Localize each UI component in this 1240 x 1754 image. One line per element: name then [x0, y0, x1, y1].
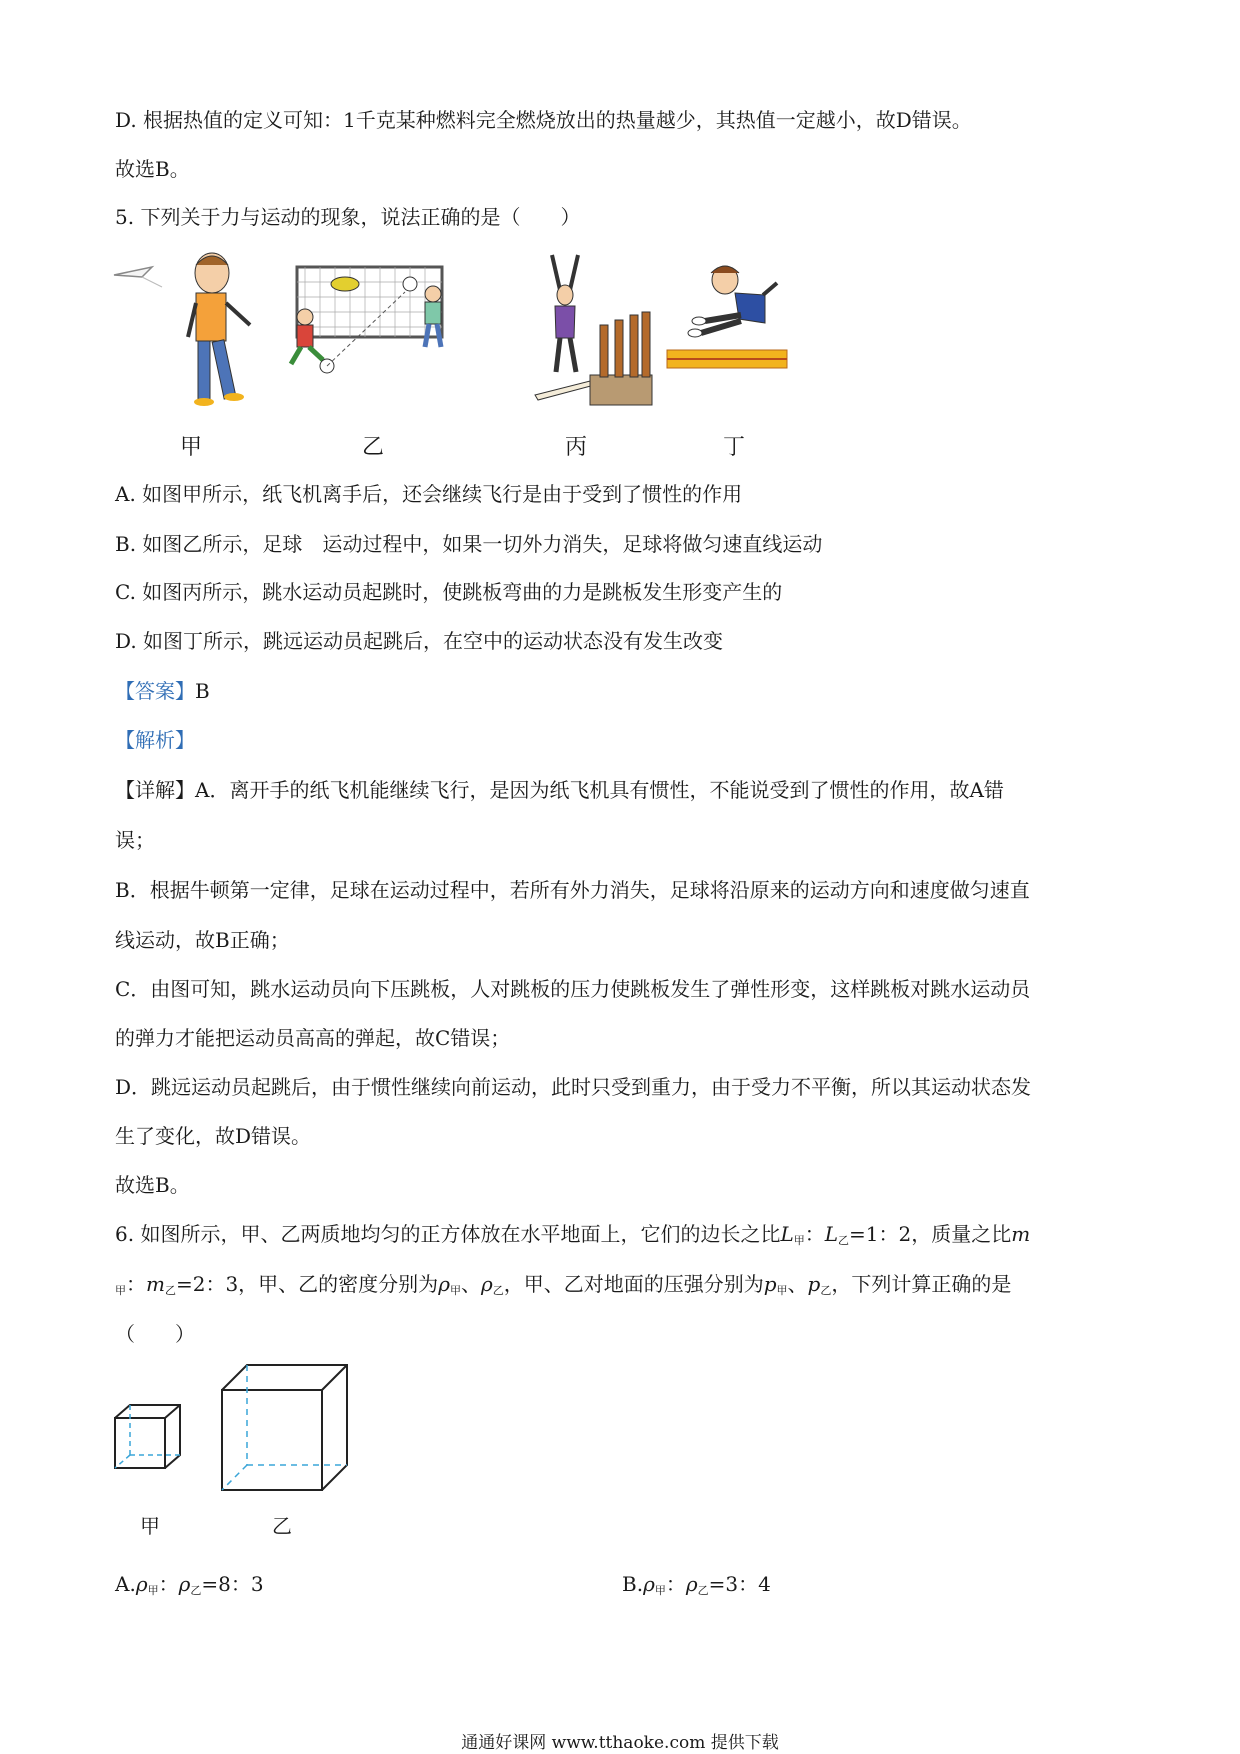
option-d-text: D. 根据热值的定义可知：1千克某种燃料完全燃烧放出的热量越少，其热值一定越小，故D错误。	[115, 108, 972, 132]
option-a: A. 如图甲所示，纸飞机离手后，还会继续飞行是由于受到了惯性的作用	[115, 482, 743, 506]
figure-bing-diver	[530, 250, 655, 410]
figure-caption-jia: 甲	[180, 435, 203, 460]
answer-line	[115, 677, 210, 705]
detail-line: 的弹力才能把运动员高高的弹起，故C错误；	[115, 1026, 511, 1050]
question-6-stem-line2: $_甲$：$m_乙=2$：3，甲、乙的密度分别为$\rho_甲$、$\rho_乙$，甲、乙对地面的压强分别为$p_甲$、$p_乙$，下列计算正确的是	[115, 1272, 1012, 1297]
detail-line: D．跳远运动员起跳后，由于惯性继续向前运动，此时只受到重力，由于受力不平衡，所以其运动状态发	[115, 1075, 1032, 1099]
option-a: $A.\rho_甲$：$\rho_乙=8$：3	[115, 1572, 264, 1597]
question-6-stem-line1: 6. 如图所示，甲、乙两质地均匀的正方体放在水平地面上，它们的边长之比$L_甲$：$L_乙=1$：2，质量之比m	[115, 1222, 1031, 1247]
figure-caption-yi: 乙	[362, 435, 385, 460]
figure-cubes	[112, 1360, 352, 1500]
option-b: B. 如图乙所示，足球 运动过程中，如果一切外力消失，足球将做匀速直线运动	[115, 532, 823, 556]
question-6-paren: （ ）	[115, 1322, 195, 1346]
choose-text: 故选B。	[115, 1173, 190, 1197]
detail-line: 【详解】A．离开手的纸飞机能继续飞行，是因为纸飞机具有惯性，不能说受到了惯性的作用，故A错	[115, 778, 1004, 802]
option-c: C. 如图丙所示，跳水运动员起跳时，使跳板弯曲的力是跳板发生形变产生的	[115, 580, 783, 604]
detail-line: 生了变化，故D错误。	[115, 1124, 312, 1148]
figure-caption-bing: 丙	[565, 435, 588, 460]
detail-line: C．由图可知，跳水运动员向下压跳板，人对跳板的压力使跳板发生了弹性形变，这样跳板对跳水运动员	[115, 977, 1031, 1001]
question-5-stem: 5. 下列关于力与运动的现象，说法正确的是（ ）	[115, 205, 581, 229]
figure-yi-football	[275, 262, 475, 377]
cube-caption-jia: 甲	[140, 1514, 160, 1538]
answer-value: B	[195, 679, 210, 703]
cube-caption-yi: 乙	[272, 1514, 292, 1538]
figure-ding-long-jumper	[665, 255, 790, 375]
page-footer: 通通好课网 www.tthaoke.com 提供下载	[461, 1733, 779, 1753]
choose-text: 故选B。	[115, 157, 190, 181]
detail-line: 误；	[115, 828, 155, 852]
answer-tag: 【答案】	[115, 679, 195, 703]
figure-caption-ding: 丁	[723, 435, 746, 460]
option-b: $B.\rho_甲$：$\rho_乙=3$：4	[622, 1572, 771, 1597]
figure-jia-paper-plane	[112, 245, 262, 410]
detail-line: 线运动，故B正确；	[115, 928, 290, 952]
option-d: D. 如图丁所示，跳远运动员起跳后，在空中的运动状态没有发生改变	[115, 629, 724, 653]
detail-line: B．根据牛顿第一定律，足球在运动过程中，若所有外力消失，足球将沿原来的运动方向和速度做匀速直	[115, 878, 1030, 902]
analysis-tag: 【解析】	[115, 728, 195, 752]
